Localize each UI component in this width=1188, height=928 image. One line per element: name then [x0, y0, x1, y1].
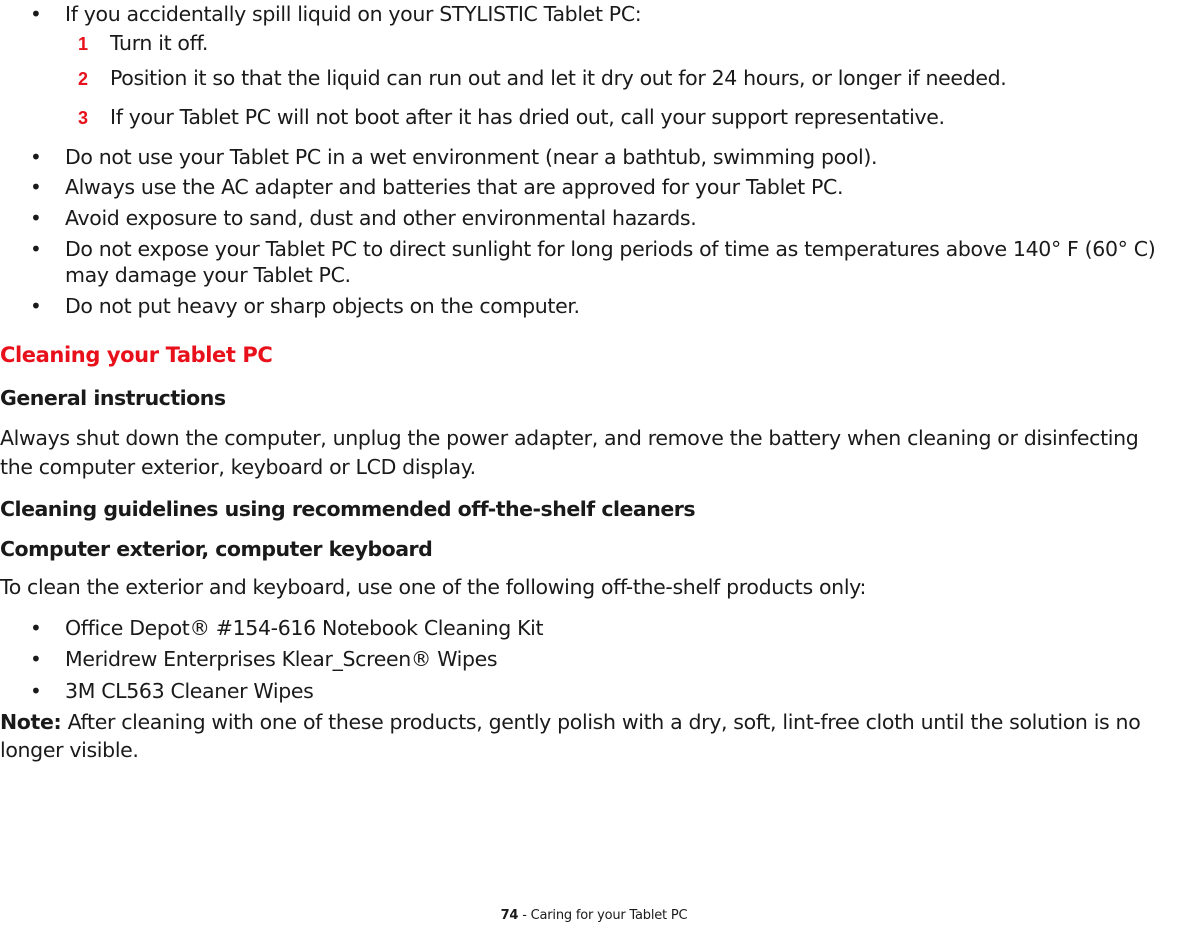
step-number: 1	[78, 34, 89, 54]
general-instructions-text-continuation: the computer exterior, keyboard or LCD display.	[0, 455, 476, 479]
section-title: Cleaning your Tablet PC	[0, 343, 273, 367]
step-number: 2	[78, 69, 89, 89]
bullet-dot: •	[30, 647, 42, 671]
step-text: If your Tablet PC will not boot after it has dried out, call your support representative.	[110, 105, 945, 129]
note-label: Note:	[0, 710, 62, 734]
caution-item-continuation: may damage your Tablet PC.	[65, 263, 351, 287]
bullet-dot: •	[30, 616, 42, 640]
note	[0, 708, 1140, 736]
bullet-dot: •	[30, 294, 42, 318]
step-text: Turn it off.	[110, 31, 209, 55]
caution-item: Do not use your Tablet PC in a wet environment (near a bathtub, swimming pool).	[65, 145, 878, 169]
page-number: 74	[500, 908, 519, 923]
caution-item: Avoid exposure to sand, dust and other environmental hazards.	[65, 206, 697, 230]
caution-item: Always use the AC adapter and batteries that are approved for your Tablet PC.	[65, 175, 844, 199]
exterior-heading: Computer exterior, computer keyboard	[0, 537, 433, 561]
bullet-dot: •	[30, 2, 42, 26]
step-text: Position it so that the liquid can run out and let it dry out for 24 hours, or longer if needed.	[110, 66, 1007, 90]
guidelines-heading: Cleaning guidelines using recommended off-the-shelf cleaners	[0, 497, 696, 521]
spill-intro: If you accidentally spill liquid on your STYLISTIC Tablet PC:	[65, 2, 642, 26]
note-text: After cleaning with one of these products, gently polish with a dry, soft, lint-free cloth until the solution is no	[67, 710, 1141, 734]
caution-item: Do not put heavy or sharp objects on the computer.	[65, 294, 580, 318]
product-item: 3M CL563 Cleaner Wipes	[65, 679, 314, 703]
caution-item: Do not expose your Tablet PC to direct sunlight for long periods of time as temperatures above 140° F (60° C)	[65, 237, 1156, 261]
general-instructions-heading: General instructions	[0, 386, 226, 410]
note-text-continuation: longer visible.	[0, 738, 139, 762]
step-number: 3	[78, 108, 89, 128]
page-footer	[0, 907, 1188, 925]
product-item: Office Depot® #154-616 Notebook Cleaning Kit	[65, 616, 544, 640]
bullet-dot: •	[30, 175, 42, 199]
general-instructions-text: Always shut down the computer, unplug the power adapter, and remove the battery when cleaning or disinfecting	[0, 426, 1139, 450]
bullet-dot: •	[30, 145, 42, 169]
footer-section: - Caring for your Tablet PC	[522, 908, 688, 923]
bullet-dot: •	[30, 206, 42, 230]
bullet-dot: •	[30, 237, 42, 261]
exterior-intro: To clean the exterior and keyboard, use one of the following off-the-shelf products only:	[0, 575, 867, 599]
product-item: Meridrew Enterprises Klear_Screen® Wipes	[65, 647, 498, 671]
bullet-dot: •	[30, 679, 42, 703]
